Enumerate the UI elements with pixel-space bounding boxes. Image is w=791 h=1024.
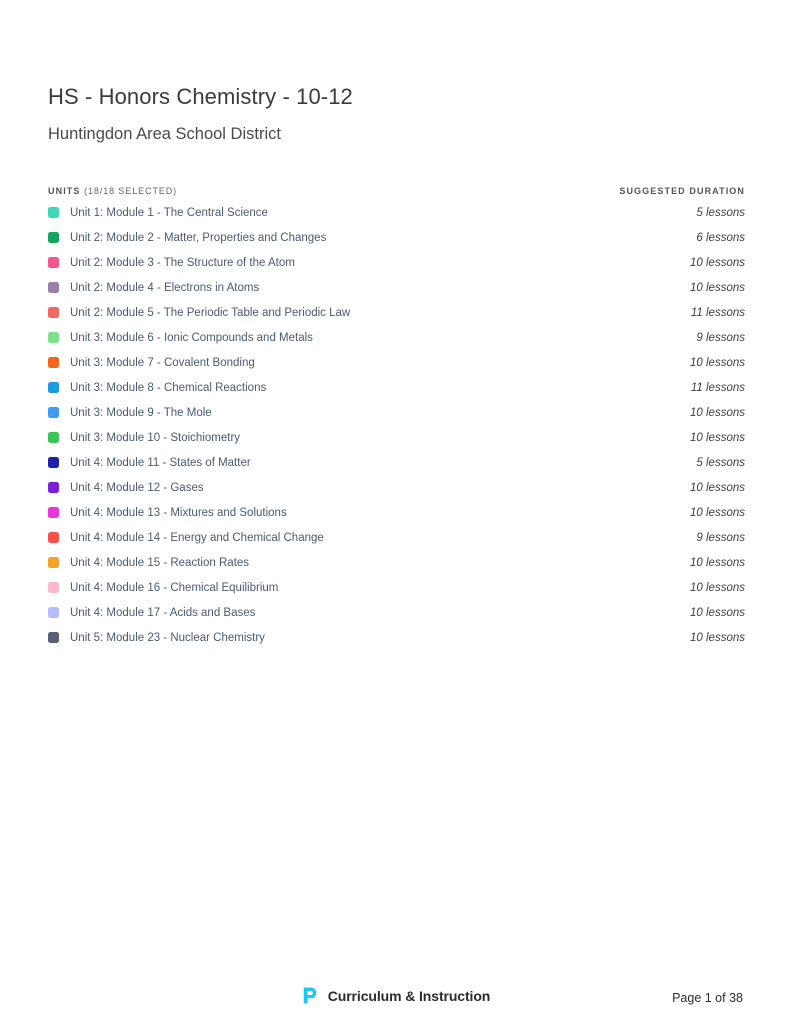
units-column-header (48, 186, 177, 196)
units-header-label: UNITS (48, 186, 81, 196)
table-row[interactable] (48, 325, 745, 350)
unit-color-swatch (48, 457, 59, 468)
unit-duration: 10 lessons (690, 406, 745, 419)
document-content (48, 82, 745, 650)
page-number: Page 1 of 38 (672, 991, 743, 1005)
unit-color-swatch (48, 357, 59, 368)
unit-label: Unit 4: Module 13 - Mixtures and Solutions (70, 506, 287, 519)
unit-color-swatch (48, 632, 59, 643)
unit-duration: 11 lessons (690, 381, 745, 394)
unit-duration: 11 lessons (690, 306, 745, 319)
unit-label: Unit 3: Module 6 - Ionic Compounds and Metals (70, 331, 313, 344)
table-row[interactable] (48, 575, 745, 600)
unit-label: Unit 5: Module 23 - Nuclear Chemistry (70, 631, 265, 644)
page-title: HS - Honors Chemistry - 10-12 (48, 84, 353, 109)
unit-color-swatch (48, 407, 59, 418)
unit-label: Unit 3: Module 8 - Chemical Reactions (70, 381, 267, 394)
brand-name: Curriculum & Instruction (327, 988, 491, 1004)
unit-color-swatch (48, 332, 59, 343)
unit-label: Unit 2: Module 2 - Matter, Properties and Changes (70, 231, 327, 244)
p-logo-icon (301, 986, 321, 1006)
table-row[interactable] (48, 375, 745, 400)
unit-duration: 5 lessons (696, 206, 745, 219)
unit-color-swatch (48, 607, 59, 618)
table-row[interactable] (48, 400, 745, 425)
table-row[interactable] (48, 200, 745, 225)
unit-duration: 10 lessons (690, 431, 745, 444)
unit-color-swatch (48, 282, 59, 293)
unit-duration: 6 lessons (696, 231, 745, 244)
unit-color-swatch (48, 257, 59, 268)
brand-logo (301, 986, 491, 1006)
unit-duration: 10 lessons (690, 606, 745, 619)
unit-label: Unit 4: Module 15 - Reaction Rates (70, 556, 249, 569)
table-row[interactable] (48, 450, 745, 475)
units-table-header (48, 186, 745, 200)
page-subtitle: Huntingdon Area School District (48, 125, 281, 143)
unit-duration: 10 lessons (690, 356, 745, 369)
unit-duration: 10 lessons (690, 256, 745, 269)
unit-duration: 10 lessons (690, 506, 745, 519)
unit-color-swatch (48, 557, 59, 568)
unit-label: Unit 4: Module 11 - States of Matter (70, 456, 251, 469)
unit-color-swatch (48, 482, 59, 493)
unit-duration: 9 lessons (696, 531, 745, 544)
table-row[interactable] (48, 350, 745, 375)
unit-color-swatch (48, 532, 59, 543)
units-selected-count: (18/18 SELECTED) (84, 186, 178, 196)
table-row[interactable] (48, 550, 745, 575)
unit-color-swatch (48, 432, 59, 443)
units-list (48, 200, 745, 650)
unit-label: Unit 2: Module 4 - Electrons in Atoms (70, 281, 260, 294)
unit-color-swatch (48, 582, 59, 593)
unit-label: Unit 4: Module 14 - Energy and Chemical Change (70, 531, 324, 544)
unit-color-swatch (48, 307, 59, 318)
unit-duration: 5 lessons (696, 456, 745, 469)
unit-color-swatch (48, 382, 59, 393)
unit-label: Unit 4: Module 17 - Acids and Bases (70, 606, 256, 619)
table-row[interactable] (48, 275, 745, 300)
table-row[interactable] (48, 225, 745, 250)
duration-column-header: SUGGESTED DURATION (619, 186, 745, 196)
table-row[interactable] (48, 425, 745, 450)
unit-color-swatch (48, 207, 59, 218)
unit-duration: 10 lessons (690, 556, 745, 569)
unit-label: Unit 2: Module 3 - The Structure of the Atom (70, 256, 295, 269)
unit-duration: 10 lessons (690, 281, 745, 294)
table-row[interactable] (48, 300, 745, 325)
unit-label: Unit 3: Module 7 - Covalent Bonding (70, 356, 255, 369)
unit-label: Unit 3: Module 9 - The Mole (70, 406, 212, 419)
unit-duration: 10 lessons (690, 581, 745, 594)
table-row[interactable] (48, 250, 745, 275)
unit-duration: 10 lessons (690, 631, 745, 644)
table-row[interactable] (48, 500, 745, 525)
table-row[interactable] (48, 525, 745, 550)
table-row[interactable] (48, 475, 745, 500)
unit-color-swatch (48, 232, 59, 243)
unit-label: Unit 3: Module 10 - Stoichiometry (70, 431, 241, 444)
table-row[interactable] (48, 625, 745, 650)
page-footer (0, 954, 791, 1024)
unit-color-swatch (48, 507, 59, 518)
table-row[interactable] (48, 600, 745, 625)
unit-label: Unit 2: Module 5 - The Periodic Table and Periodic Law (70, 306, 351, 319)
unit-duration: 9 lessons (696, 331, 745, 344)
unit-duration: 10 lessons (690, 481, 745, 494)
unit-label: Unit 1: Module 1 - The Central Science (70, 206, 268, 219)
unit-label: Unit 4: Module 16 - Chemical Equilibrium (70, 581, 279, 594)
unit-label: Unit 4: Module 12 - Gases (70, 481, 204, 494)
